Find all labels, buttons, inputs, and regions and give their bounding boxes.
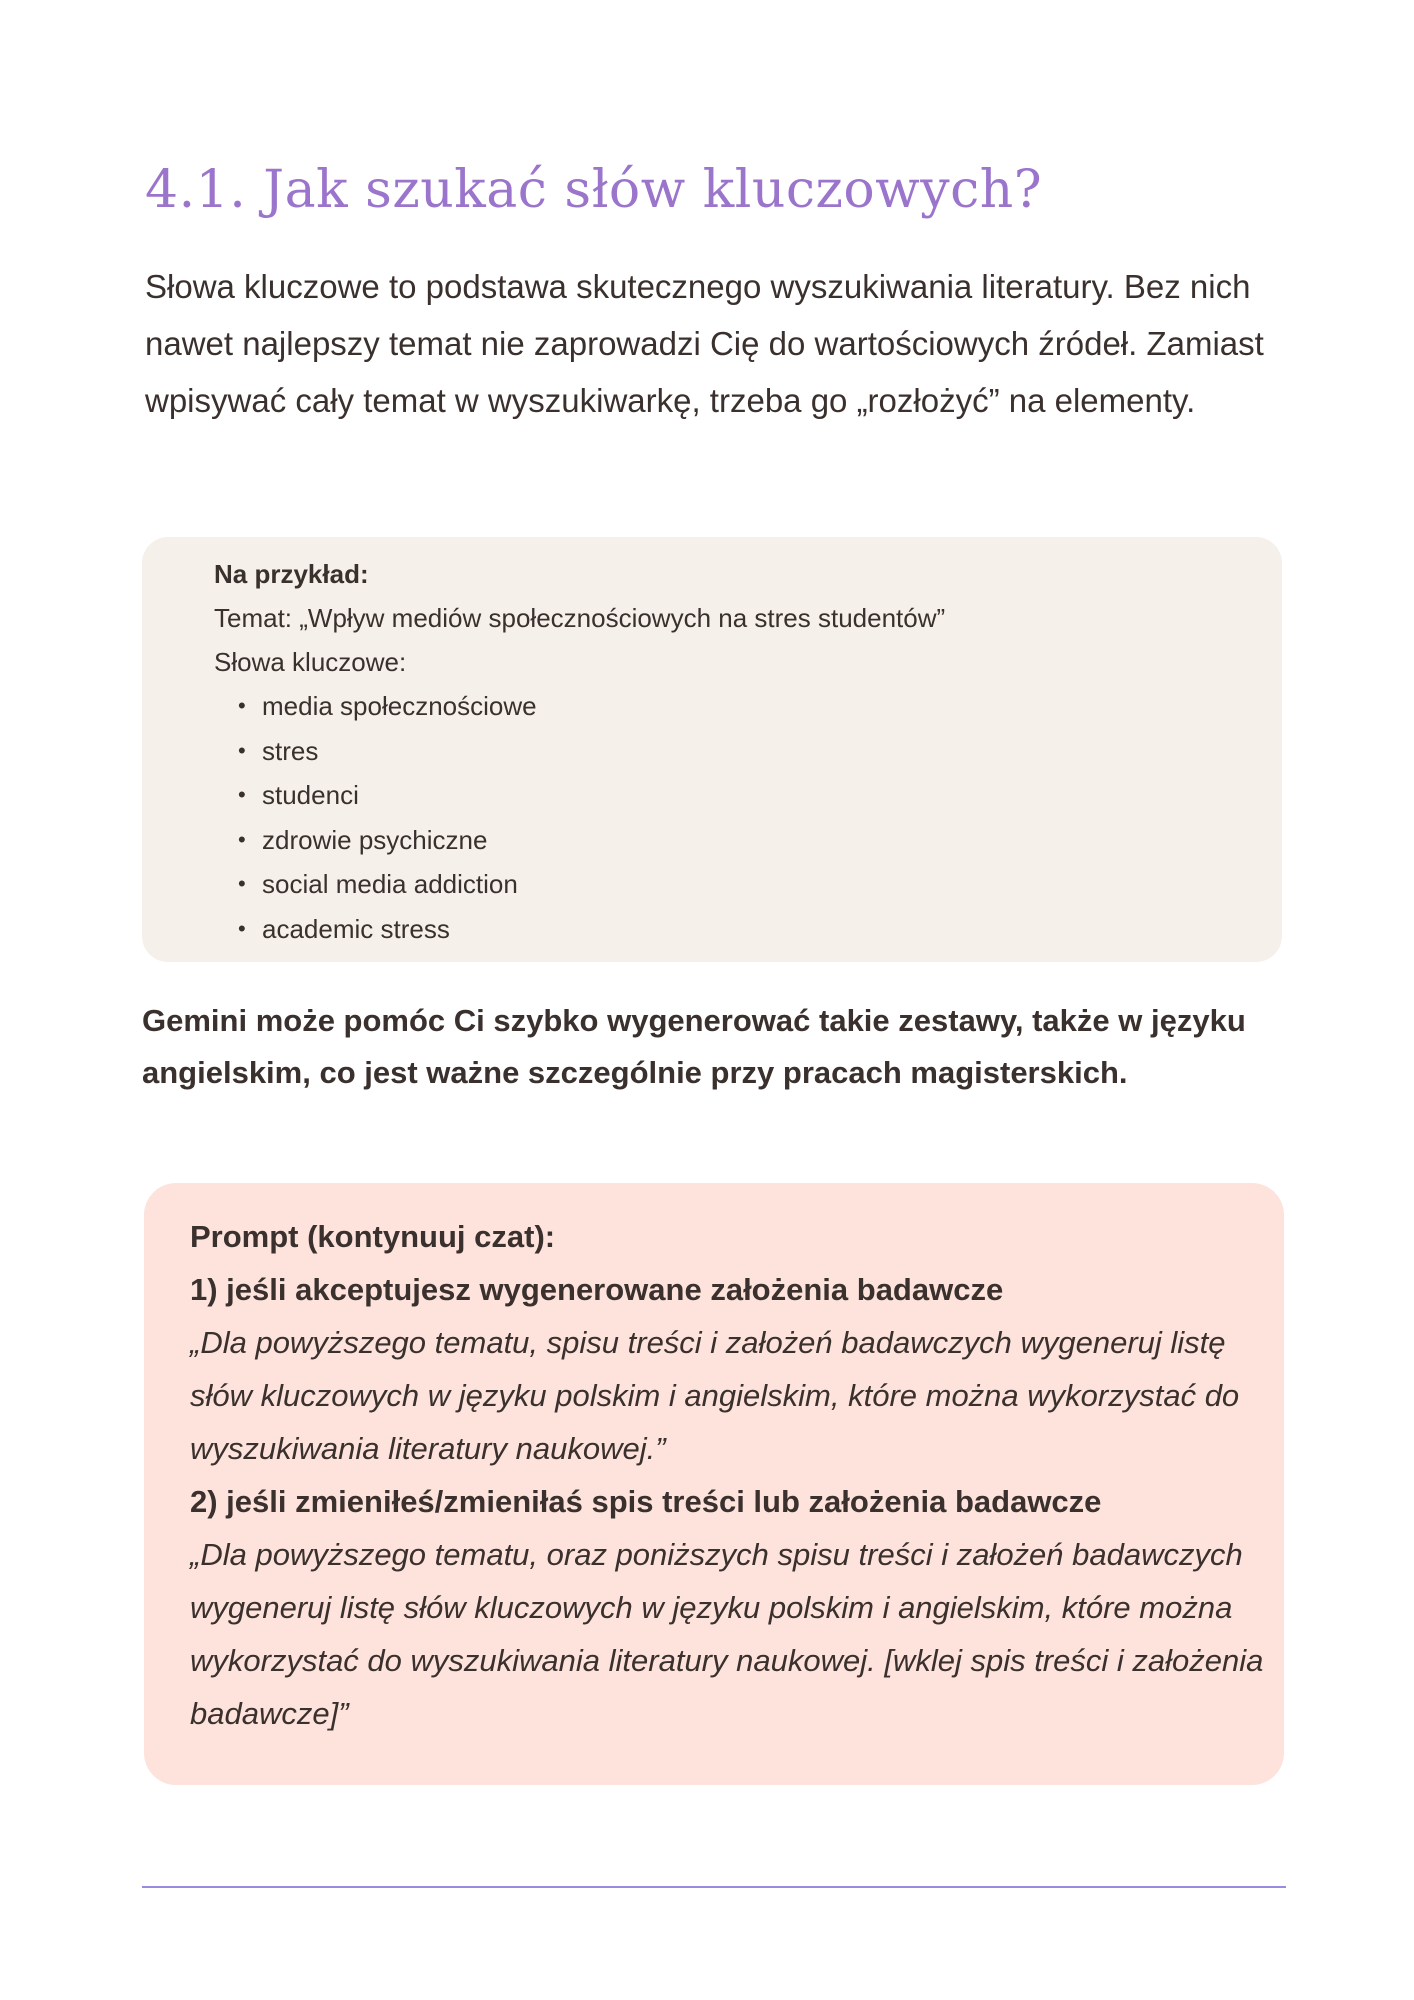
prompt-option2-label: 2) jeśli zmieniłeś/zmieniłaś spis treści lub założenia badawcze (190, 1484, 1102, 1519)
example-title: Na przykład: (214, 559, 369, 589)
bullet-icon: • (238, 737, 246, 763)
keyword-text: studenci (262, 780, 359, 810)
prompt-option1-text: „Dla powyższego tematu, spisu treści i założeń badawczych wygeneruj listę słów kluczowych w języku polskim i angielskim, które można wykorzystać do wyszukiwania literatury naukowej.” (190, 1325, 1240, 1466)
prompt-box (144, 1183, 1284, 1785)
keyword-list (214, 684, 1282, 951)
keyword-text: social media addiction (262, 869, 518, 899)
bullet-icon: • (238, 915, 246, 941)
prompt-title: Prompt (kontynuuj czat): (190, 1219, 556, 1254)
list-item (238, 818, 1282, 863)
example-box (142, 537, 1282, 962)
example-topic: Temat: „Wpływ mediów społecznościowych na stres studentów” (214, 603, 946, 633)
keyword-text: media społecznościowe (262, 691, 537, 721)
keyword-text: academic stress (262, 913, 450, 944)
bullet-icon: • (238, 782, 246, 807)
list-item (238, 773, 1282, 818)
section-heading: 4.1. Jak szukać słów kluczowych? (145, 160, 1043, 220)
list-item (238, 729, 1282, 774)
list-item (238, 684, 1282, 729)
keyword-text: stres (262, 735, 319, 766)
bullet-icon: • (238, 826, 246, 852)
prompt-option1-label: 1) jeśli akceptujesz wygenerowane założenia badawcze (190, 1272, 1004, 1307)
bullet-icon: • (238, 871, 246, 896)
keywords-label: Słowa kluczowe: (214, 647, 407, 677)
keyword-text: zdrowie psychiczne (262, 824, 488, 855)
footer-divider (142, 1886, 1286, 1888)
intro-paragraph: Słowa kluczowe to podstawa skutecznego wyszukiwania literatury. Bez nich nawet najlepszy temat nie zaprowadzi Cię do wartościowych źródeł. Zamiast wpisywać cały temat w wyszukiwarkę, trzeba go „rozłożyć” na elementy. (145, 268, 1264, 419)
list-item (238, 907, 1282, 952)
bullet-icon: • (238, 693, 246, 718)
gemini-lead-paragraph: Gemini może pomóc Ci szybko wygenerować takie zestawy, także w języku angielskim, co jest ważne szczególnie przy pracach magisterskich. (142, 1003, 1246, 1090)
list-item (238, 862, 1282, 907)
prompt-option2-text: „Dla powyższego tematu, oraz poniższych spisu treści i założeń badawczych wygeneruj listę słów kluczowych w języku polskim i angielskim, które można wykorzystać do wyszukiwania literatury naukowej. [wklej spis treści i założenia badawcze]” (190, 1537, 1264, 1731)
